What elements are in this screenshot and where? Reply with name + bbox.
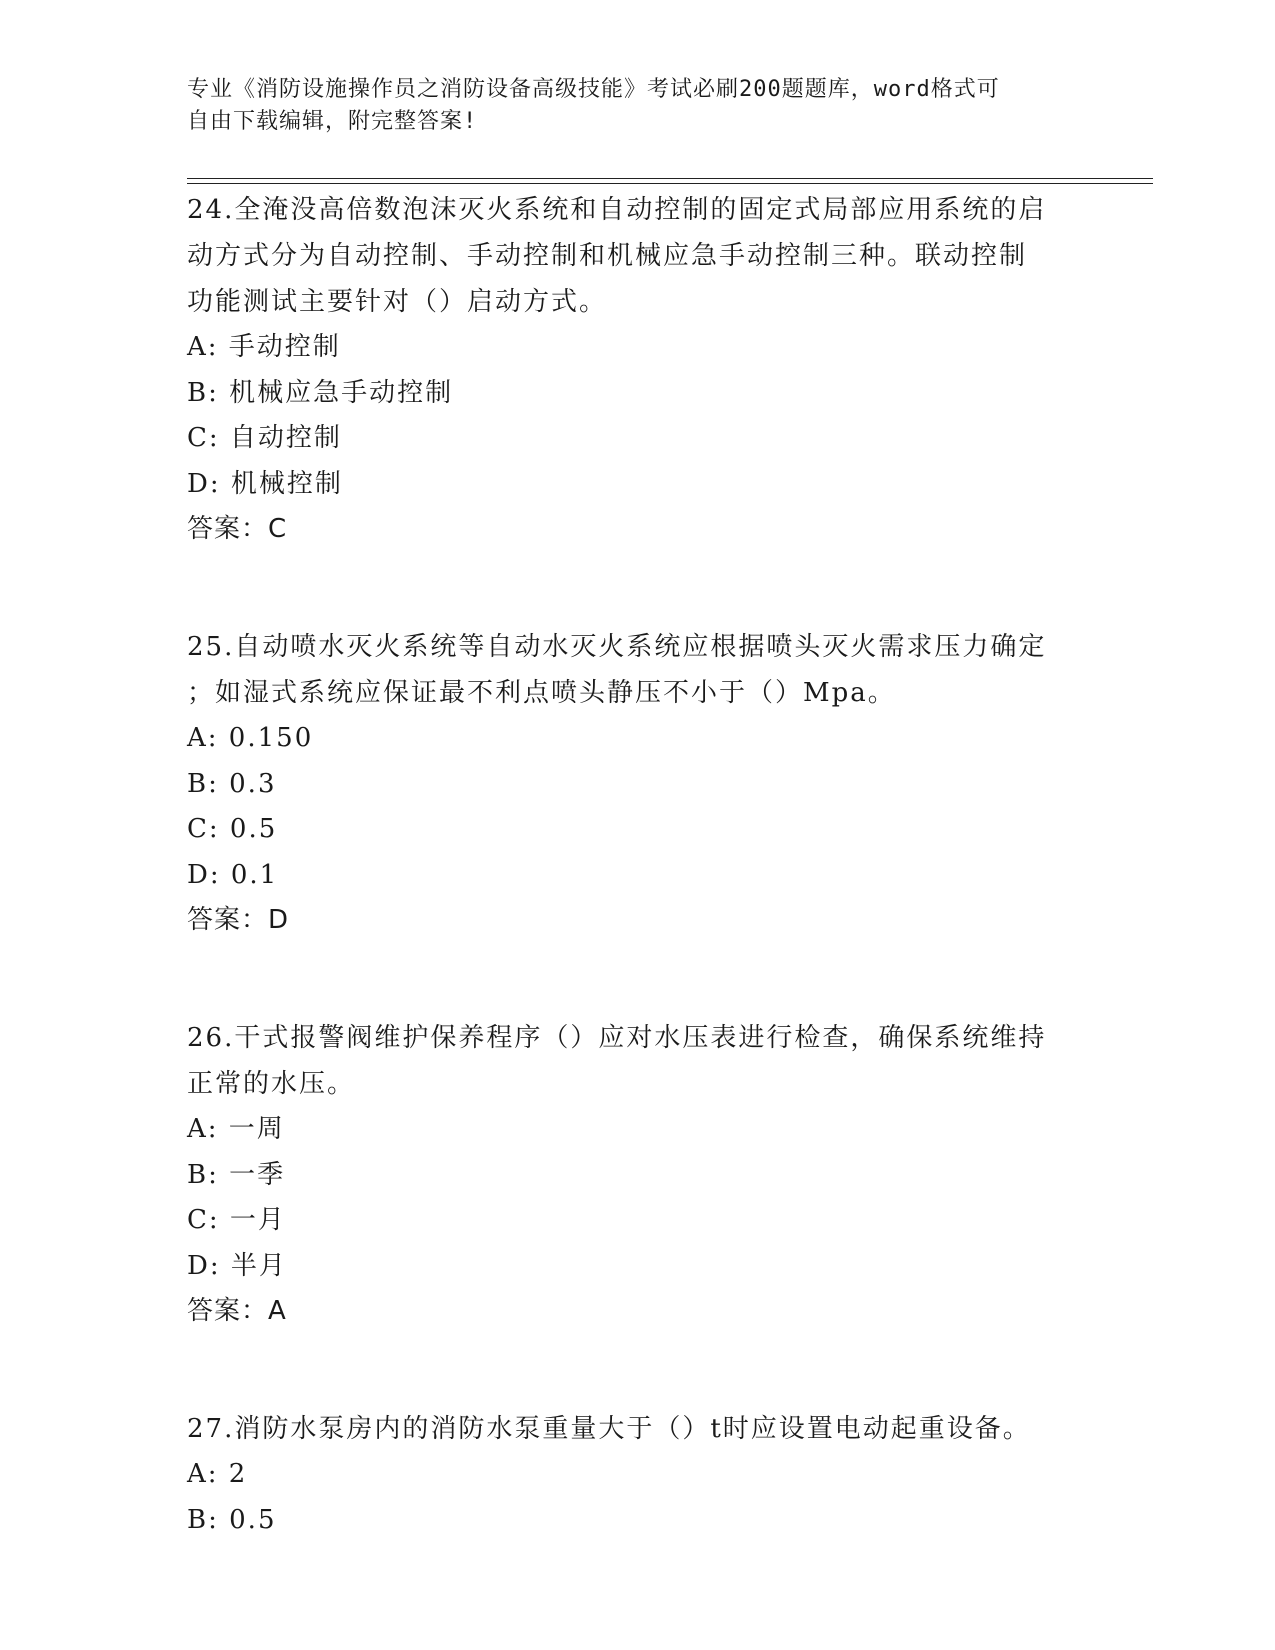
option-c: C: 一月: [187, 1205, 286, 1235]
question-text-line: 功能测试主要针对（）启动方式。: [187, 287, 608, 317]
option-b: B: 0.3: [187, 768, 277, 799]
question-text-line: 正常的水压。: [187, 1069, 356, 1099]
question-spacer: [187, 1334, 1087, 1406]
option-d: D: 0.1: [187, 859, 279, 890]
option-b: B: 0.5: [187, 1504, 277, 1535]
header-line-2: 自由下载编辑，附完整答案!: [187, 109, 478, 134]
header-line-1: 专业《消防设施操作员之消防设备高级技能》考试必刷200题题库，word格式可: [187, 77, 1000, 102]
option-b: B: 机械应急手动控制: [187, 377, 454, 408]
answer-label: 答案：A: [187, 1296, 287, 1326]
question-24: [187, 187, 1087, 552]
header-rule-bottom: [187, 183, 1153, 184]
question-text-line: 25.自动喷水灭火系统等自动水灭火系统应根据喷头灭火需求压力确定: [187, 632, 1047, 662]
option-c: C: 0.5: [187, 814, 278, 844]
option-d: D: 机械控制: [187, 468, 343, 499]
answer-label: 答案：C: [187, 514, 288, 544]
option-c: C: 自动控制: [187, 423, 342, 453]
question-27: [187, 1406, 1087, 1543]
question-text-line: 27.消防水泵房内的消防水泵重量大于（）t时应设置电动起重设备。: [187, 1414, 1031, 1444]
question-text-line: 动方式分为自动控制、手动控制和机械应急手动控制三种。联动控制: [187, 241, 1028, 271]
question-spacer: [187, 943, 1087, 1015]
question-list: [187, 187, 1087, 1543]
answer-label: 答案：D: [187, 905, 290, 935]
document-header: [187, 74, 1067, 138]
question-text-line: 24.全淹没高倍数泡沫灭火系统和自动控制的固定式局部应用系统的启: [187, 195, 1047, 225]
question-25: [187, 624, 1087, 943]
option-a: A: 0.150: [187, 723, 314, 753]
question-spacer: [187, 552, 1087, 624]
option-b: B: 一季: [187, 1159, 286, 1190]
option-a: A: 2: [187, 1459, 248, 1489]
question-26: [187, 1015, 1087, 1334]
header-rule-top: [187, 178, 1153, 179]
question-text-line: ；如湿式系统应保证最不利点喷头静压不小于（）Mpa。: [187, 678, 896, 708]
question-text-line: 26.干式报警阀维护保养程序（）应对水压表进行检查，确保系统维持: [187, 1023, 1047, 1053]
option-a: A: 手动控制: [187, 332, 341, 362]
option-d: D: 半月: [187, 1250, 287, 1281]
option-a: A: 一周: [187, 1114, 285, 1144]
